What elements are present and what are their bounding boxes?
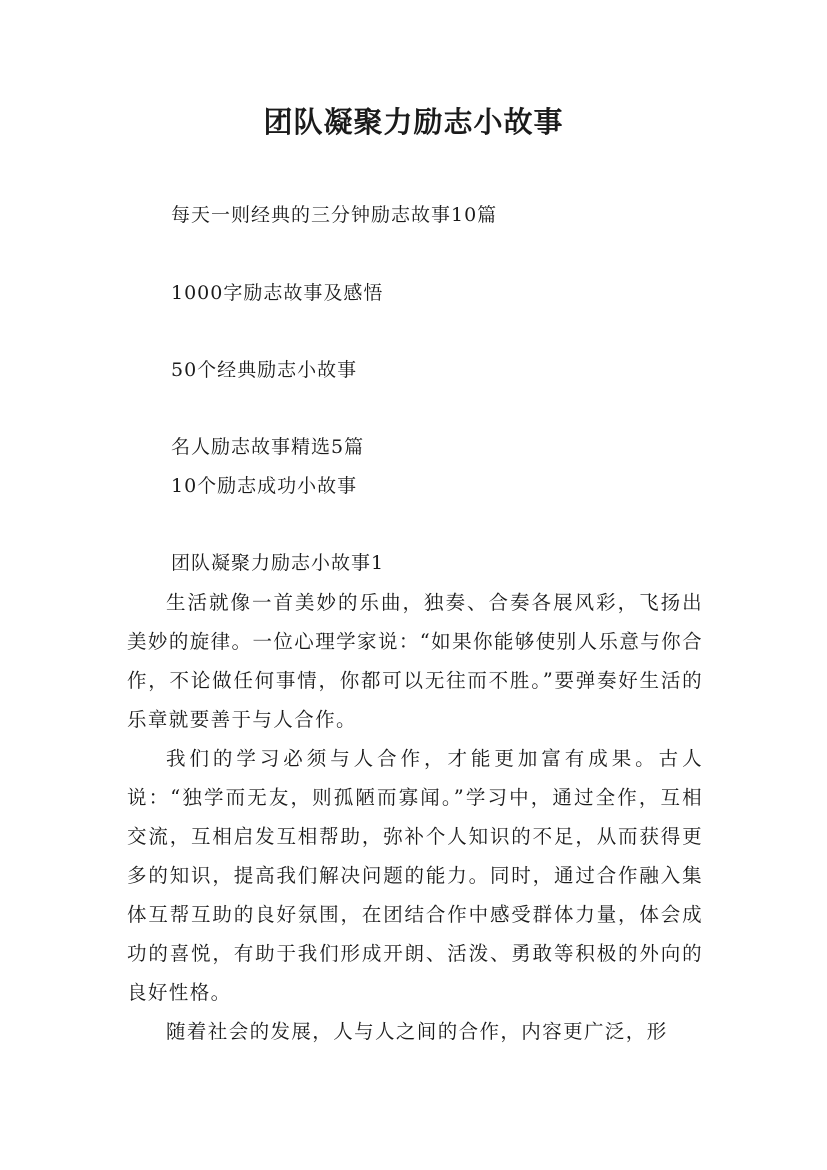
paragraph-1: 生活就像一首美妙的乐曲，独奏、合奏各展风彩，飞扬出美妙的旋律。一位心理学家说：“如果你能够使别人乐意与你合作，不论做任何事情，你都可以无往而不胜。”要弹奏好生活的乐章就要善于与人合作。 xyxy=(127,591,703,731)
related-link-5[interactable]: 10个励志成功小故事 xyxy=(171,475,358,497)
section-heading: 团队凝聚力励志小故事1 xyxy=(171,552,385,574)
paragraph-2: 我们的学习必须与人合作，才能更加富有成果。古人说：“独学而无友，则孤陋而寡闻。”学习中，通过全作，互相交流，互相启发互相帮助，弥补个人知识的不足，从而获得更多的知识，提高我们解决问题的能力。同时，通过合作融入集体互帮互助的良好氛围，在团结合作中感受群体力量，体会成功的喜悦，有助于我们形成开朗、活泼、勇敢等积极的外向的良好性格。 xyxy=(127,747,703,1004)
related-link-4[interactable]: 名人励志故事精选5篇 xyxy=(171,436,365,458)
related-link-1[interactable]: 每天一则经典的三分钟励志故事10篇 xyxy=(171,204,498,226)
related-link-2[interactable]: 1000字励志故事及感悟 xyxy=(171,282,384,304)
document-title: 团队凝聚力励志小故事 xyxy=(263,105,564,139)
paragraph-3: 随着社会的发展，人与人之间的合作，内容更广泛，形 xyxy=(166,1020,668,1043)
related-link-3[interactable]: 50个经典励志小故事 xyxy=(171,359,358,381)
body-text xyxy=(127,583,703,1051)
